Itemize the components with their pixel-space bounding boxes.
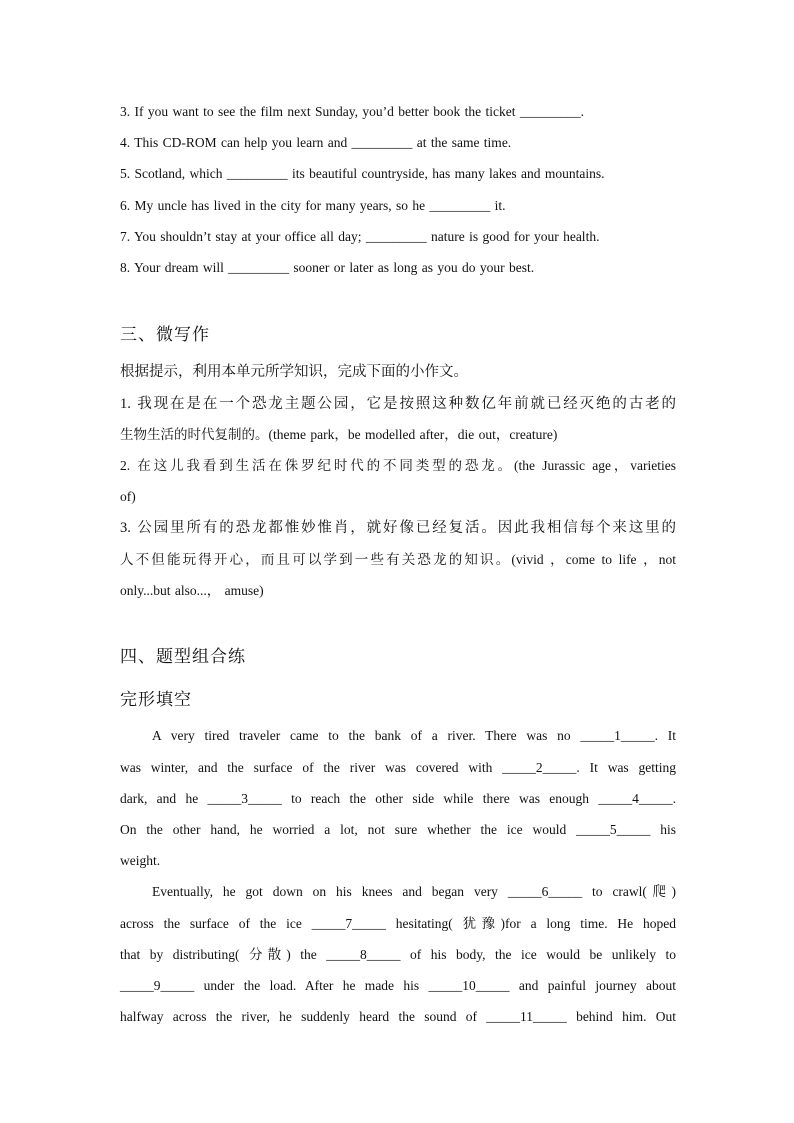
cloze-passage-line: halfway across the river, he suddenly heard the sound of _____11_____ behind him. Out (120, 1009, 676, 1024)
section-heading-combined-practice: 四、题型组合练 (120, 647, 246, 666)
subheading-cloze: 完形填空 (120, 690, 192, 709)
exercise-item-6: 6. My uncle has lived in the city for many years, so he _________ it. (120, 198, 506, 213)
cloze-passage-line: A very tired traveler came to the bank of a river. There was no _____1_____. It (152, 728, 676, 743)
writing-prompt-line: only...but also...， amuse) (120, 583, 264, 598)
writing-prompt-line: 生物生活的时代复制的。(theme park，be modelled after，die out，creature) (120, 427, 558, 442)
cloze-passage-line: Eventually, he got down on his knees and began very _____6_____ to crawl(爬) (152, 884, 676, 899)
cloze-passage-line: that by distributing( 分散) the _____8_____ of his body, the ice would be unlikely to (120, 947, 676, 962)
exercise-item-5: 5. Scotland, which _________ its beautiful countryside, has many lakes and mountains. (120, 166, 605, 181)
exercise-item-7: 7. You shouldn’t stay at your office all day; _________ nature is good for your health. (120, 229, 600, 244)
section-heading-micro-writing: 三、微写作 (120, 325, 210, 344)
writing-prompt-line: 2. 在这儿我看到生活在侏罗纪时代的不同类型的恐龙。(the Jurassic age，varieties (120, 458, 676, 473)
exercise-item-8: 8. Your dream will _________ sooner or later as long as you do your best. (120, 260, 535, 275)
cloze-passage-line: was winter, and the surface of the river was covered with _____2_____. It was getting (120, 760, 676, 775)
cloze-passage-line: _____9_____ under the load. After he made his _____10_____ and painful journey about (120, 978, 676, 993)
cloze-passage-line: On the other hand, he worried a lot, not sure whether the ice would _____5_____ his (120, 822, 676, 837)
writing-prompt-line: 人不但能玩得开心，而且可以学到一些有关恐龙的知识。(vivid ，come to life ，not (120, 552, 676, 567)
writing-prompt-line: 3. 公园里所有的恐龙都惟妙惟肖，就好像已经复活。因此我相信每个来这里的 (120, 520, 676, 536)
cloze-passage-line: across the surface of the ice _____7_____ hesitating( 犹豫)for a long time. He hoped (120, 916, 676, 931)
cloze-passage-line: weight. (120, 853, 161, 868)
exercise-item-3: 3. If you want to see the film next Sunday, you’d better book the ticket _________. (120, 104, 585, 119)
section-instructions: 根据提示，利用本单元所学知识，完成下面的小作文。 (120, 364, 468, 380)
cloze-passage-line: dark, and he _____3_____ to reach the other side while there was enough _____4_____. (120, 791, 676, 806)
exercise-item-4: 4. This CD-ROM can help you learn and _________ at the same time. (120, 135, 512, 150)
writing-prompt-line: 1. 我现在是在一个恐龙主题公园，它是按照这种数亿年前就已经灭绝的古老的 (120, 396, 676, 412)
writing-prompt-line: of) (120, 489, 136, 504)
